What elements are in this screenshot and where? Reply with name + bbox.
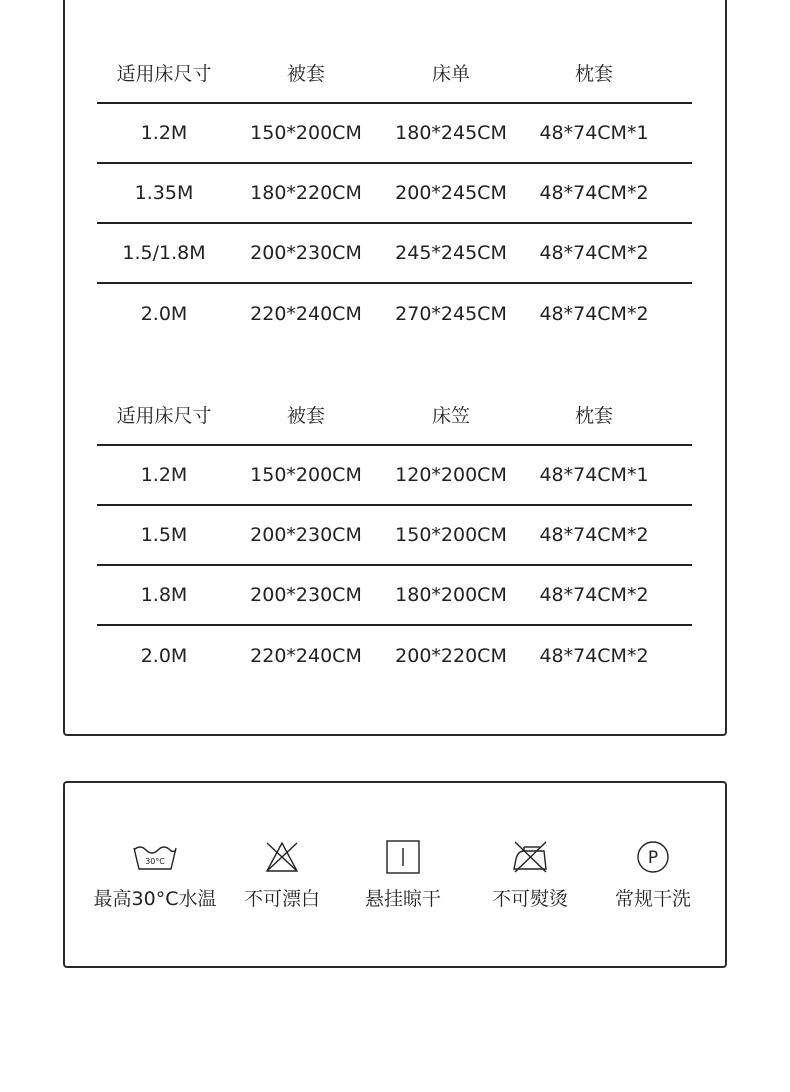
size-table-sheet xyxy=(97,36,692,344)
cell-bed-size: 1.2M xyxy=(140,122,188,144)
cell-pillowcase: 48*74CM*2 xyxy=(539,645,649,667)
cell-duvet-cover: 200*230CM xyxy=(250,524,362,546)
header-duvet-cover: 被套 xyxy=(286,62,325,85)
table-row xyxy=(97,566,692,626)
cell-bed-size: 2.0M xyxy=(140,303,188,325)
cell-pillowcase: 48*74CM*2 xyxy=(539,584,649,606)
table-row xyxy=(97,164,692,224)
cell-duvet-cover: 220*240CM xyxy=(250,303,362,325)
cell-bed-size: 1.8M xyxy=(140,584,188,606)
cell-duvet-cover: 150*200CM xyxy=(250,122,362,144)
no-iron-icon xyxy=(510,838,550,876)
cell-duvet-cover: 200*230CM xyxy=(250,584,362,606)
table-row xyxy=(97,506,692,566)
wash-30-icon xyxy=(131,838,179,876)
cell-duvet-cover: 180*220CM xyxy=(250,182,362,204)
care-label: 悬挂晾干 xyxy=(364,888,441,910)
cell-sheet: 270*245CM xyxy=(395,303,507,325)
care-label: 最高30°C水温 xyxy=(93,888,217,910)
care-label: 常规干洗 xyxy=(614,888,691,910)
table-row xyxy=(97,284,692,344)
cell-bed-size: 2.0M xyxy=(140,645,188,667)
wash-temp-text: 30°C xyxy=(145,857,165,866)
cell-sheet: 180*245CM xyxy=(395,122,507,144)
cell-fitted-sheet: 120*200CM xyxy=(395,464,507,486)
dry-clean-p-icon xyxy=(635,838,671,876)
dry-clean-letter: P xyxy=(647,848,659,868)
cell-pillowcase: 48*74CM*2 xyxy=(539,242,649,264)
care-item-hang-dry xyxy=(360,838,446,911)
cell-fitted-sheet: 150*200CM xyxy=(395,524,507,546)
header-bed-size: 适用床尺寸 xyxy=(116,62,212,85)
header-fitted-sheet: 床笠 xyxy=(431,404,470,427)
header-pillowcase: 枕套 xyxy=(574,404,613,427)
care-label: 不可漂白 xyxy=(243,888,320,910)
care-label: 不可熨烫 xyxy=(491,888,568,910)
table-header-row xyxy=(97,378,692,446)
care-item-no-iron xyxy=(487,838,573,911)
cell-bed-size: 1.5M xyxy=(140,524,188,546)
table-row xyxy=(97,224,692,284)
cell-bed-size: 1.35M xyxy=(134,182,194,204)
cell-bed-size: 1.5/1.8M xyxy=(122,242,206,264)
cell-sheet: 245*245CM xyxy=(395,242,507,264)
no-bleach-icon xyxy=(264,838,300,876)
table-row xyxy=(97,626,692,686)
cell-pillowcase: 48*74CM*2 xyxy=(539,182,649,204)
cell-pillowcase: 48*74CM*1 xyxy=(539,122,649,144)
care-item-no-bleach xyxy=(240,838,324,911)
cell-duvet-cover: 200*230CM xyxy=(250,242,362,264)
table-header-row xyxy=(97,36,692,104)
cell-duvet-cover: 150*200CM xyxy=(250,464,362,486)
cell-pillowcase: 48*74CM*2 xyxy=(539,303,649,325)
header-sheet: 床单 xyxy=(431,62,470,85)
header-duvet-cover: 被套 xyxy=(286,404,325,427)
size-table-fitted xyxy=(97,378,692,686)
care-item-dry-clean xyxy=(610,838,696,911)
cell-pillowcase: 48*74CM*1 xyxy=(539,464,649,486)
care-item-wash xyxy=(95,838,215,911)
table-row xyxy=(97,446,692,506)
header-pillowcase: 枕套 xyxy=(574,62,613,85)
header-bed-size: 适用床尺寸 xyxy=(116,404,212,427)
cell-pillowcase: 48*74CM*2 xyxy=(539,524,649,546)
table-row xyxy=(97,104,692,164)
cell-bed-size: 1.2M xyxy=(140,464,188,486)
cell-duvet-cover: 220*240CM xyxy=(250,645,362,667)
cell-sheet: 200*245CM xyxy=(395,182,507,204)
hang-dry-icon xyxy=(385,838,421,876)
cell-fitted-sheet: 180*200CM xyxy=(395,584,507,606)
cell-fitted-sheet: 200*220CM xyxy=(395,645,507,667)
